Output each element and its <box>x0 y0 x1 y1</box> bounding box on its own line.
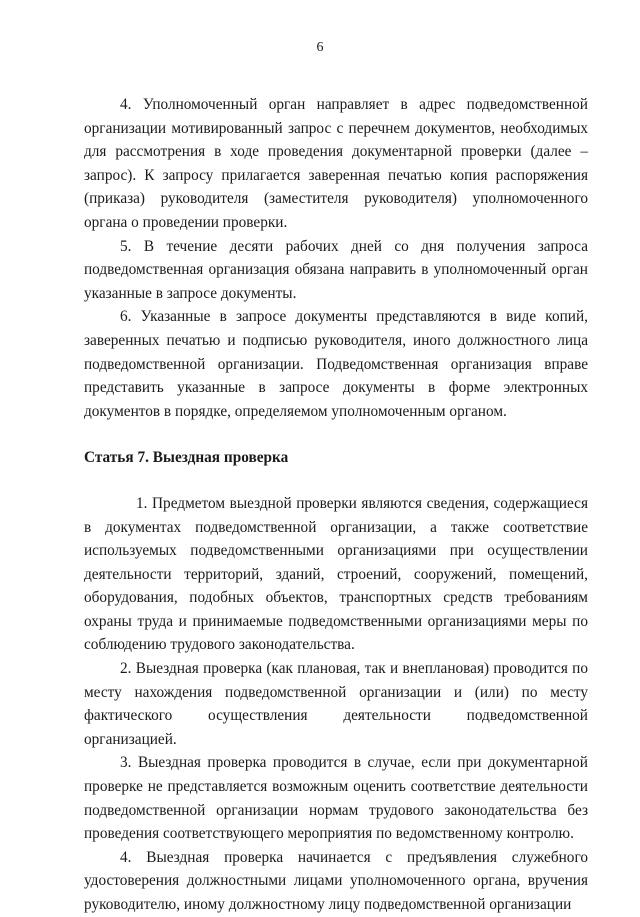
paragraph-3-conditions: 3. Выездная проверка проводится в случае, если при документарной проверке не представляется возможным оценить соответствие деятельности подведомственной организации нормам трудового законодательства без проведения соответствующего мероприятия по ведомственному контролю. <box>84 754 588 843</box>
paragraph-4-start: 4. Выездная проверка начинается с предъявления служебного удостоверения должностными лицами уполномоченного органа, вручения руководителю, иному должностному лицу подведомственной организации <box>84 848 588 913</box>
paragraph-1-subject: 1. Предметом выездной проверки являются сведения, содержащиеся в документах подведомственной организации, а также соответствие используемых подведомственными организациями при осуществлении деятельности территорий, зданий, строений, сооружений, помещений, оборудования, подобных объектов, транспортных средств требованиям охраны труда и принимаемые подведомственными организациями меры по соблюдению трудового законодательства. <box>84 494 588 654</box>
paragraph-5-deadline: 5. В течение десяти рабочих дней со дня получения запроса подведомственная организация обязана направить в уполномоченный орган указанные в запросе документы. <box>84 237 588 302</box>
paragraph-2-location: 2. Выездная проверка (как плановая, так и внеплановая) проводится по месту нахождения подведомственной организации и (или) по месту фактического осуществления деятельности подведомственной организацией. <box>84 660 588 748</box>
document-body <box>84 93 588 917</box>
page-number: 6 <box>316 40 324 55</box>
article-7-heading: Статья 7. Выездная проверка <box>84 449 289 467</box>
paragraph-4-request: 4. Уполномоченный орган направляет в адрес подведомственной организации мотивированный запрос с перечнем документов, необходимых для рассмотрения в ходе проведения документарной проверки (далее – запрос). К запросу прилагается заверенная печатью копия распоряжения (приказа) руководителя (заместителя руководителя) уполномоченного органа о проведении проверки. <box>84 96 588 231</box>
paragraph-6-documents-form: 6. Указанные в запросе документы представляются в виде копий, заверенных печатью и подписью руководителя, иного должностного лица подведомственной организации. Подведомственная организация вправе представить указанные в запросе документы в форме электронных документов в порядке, определяемом уполномоченным органом. <box>84 308 588 420</box>
